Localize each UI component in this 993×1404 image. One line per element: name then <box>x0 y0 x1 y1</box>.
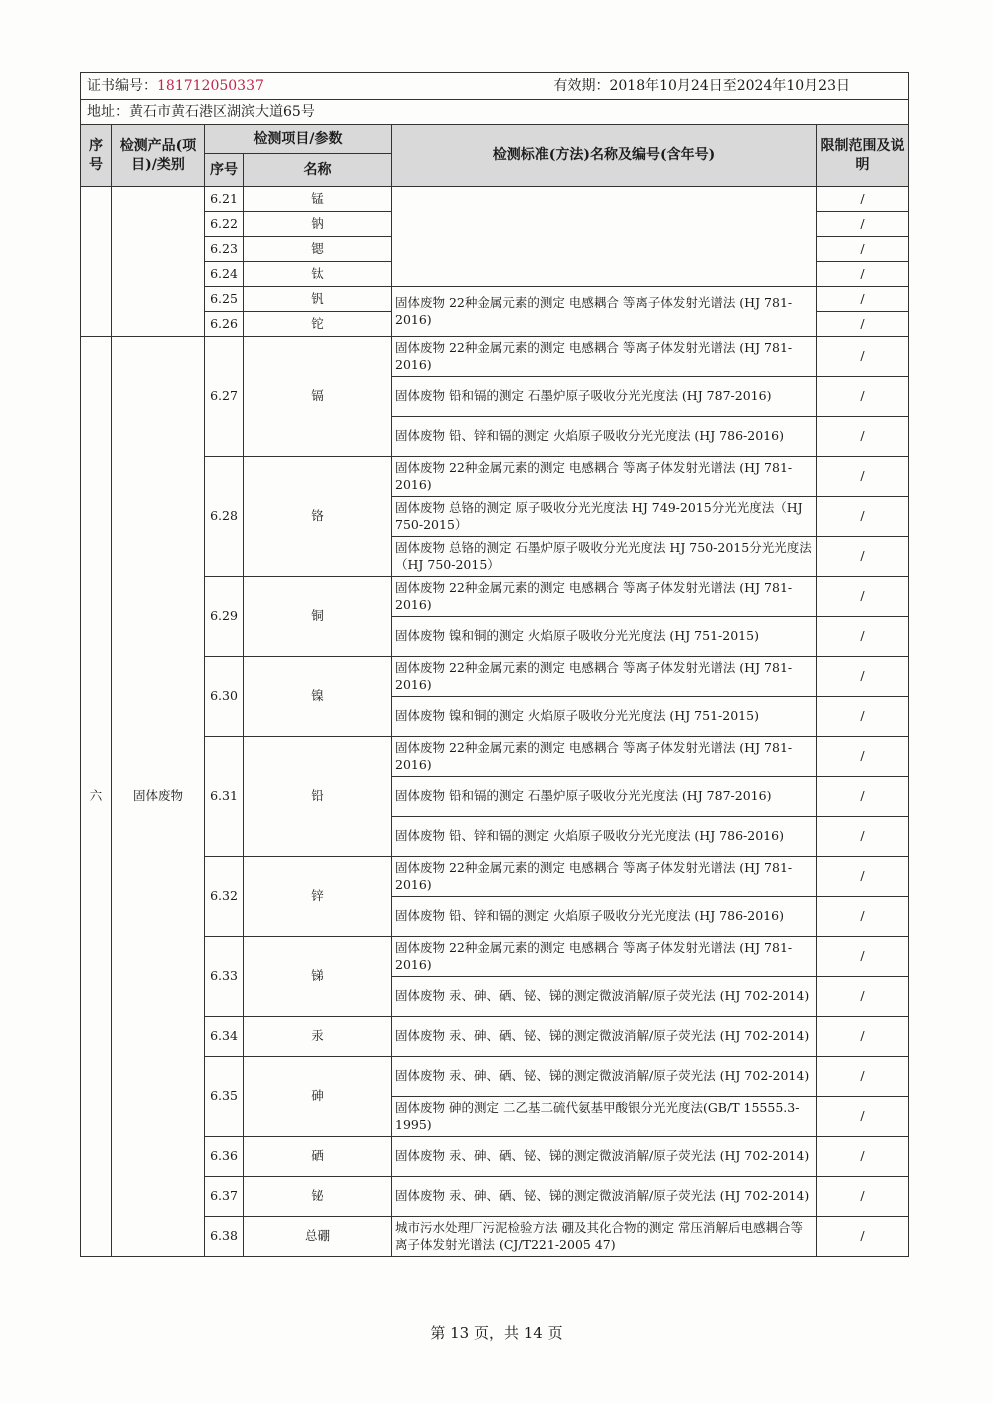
table-row <box>81 1017 909 1057</box>
item-name: 锌 <box>244 857 392 937</box>
item-name: 锰 <box>244 187 392 212</box>
item-number: 6.23 <box>205 237 244 262</box>
limit-value: / <box>817 857 909 897</box>
item-number: 6.21 <box>205 187 244 212</box>
standard-method: 固体废物 22种金属元素的测定 电感耦合 等离子体发射光谱法 (HJ 781-2016) <box>392 287 817 337</box>
category-name: 固体废物 <box>112 337 205 1257</box>
standard-method: 固体废物 汞、砷、硒、铋、锑的测定微波消解/原子荧光法 (HJ 702-2014) <box>392 1057 817 1097</box>
limit-value: / <box>817 1097 909 1137</box>
column-header-row <box>81 125 909 154</box>
item-number: 6.30 <box>205 657 244 737</box>
limit-value: / <box>817 497 909 537</box>
table-row <box>81 1137 909 1177</box>
table-row <box>81 1217 909 1257</box>
item-number: 6.32 <box>205 857 244 937</box>
certificate-table <box>80 72 909 1257</box>
standard-method: 固体废物 汞、砷、硒、铋、锑的测定微波消解/原子荧光法 (HJ 702-2014) <box>392 1017 817 1057</box>
table-row <box>81 737 909 777</box>
item-name: 钛 <box>244 262 392 287</box>
item-number: 6.36 <box>205 1137 244 1177</box>
table-row <box>81 937 909 977</box>
limit-value: / <box>817 817 909 857</box>
standard-method: 固体废物 汞、砷、硒、铋、锑的测定微波消解/原子荧光法 (HJ 702-2014) <box>392 977 817 1017</box>
table-row <box>81 1177 909 1217</box>
standard-method: 固体废物 22种金属元素的测定 电感耦合 等离子体发射光谱法 (HJ 781-2016) <box>392 857 817 897</box>
item-number: 6.31 <box>205 737 244 857</box>
limit-value: / <box>817 1057 909 1097</box>
item-name: 钠 <box>244 212 392 237</box>
item-name: 铋 <box>244 1177 392 1217</box>
standard-method: 固体废物 铅、锌和镉的测定 火焰原子吸收分光光度法 (HJ 786-2016) <box>392 897 817 937</box>
limit-value: / <box>817 777 909 817</box>
table-row <box>81 337 909 377</box>
item-name: 铅 <box>244 737 392 857</box>
table-row <box>81 1057 909 1097</box>
limit-value: / <box>817 417 909 457</box>
limit-value: / <box>817 212 909 237</box>
limit-value: / <box>817 377 909 417</box>
item-name: 锶 <box>244 237 392 262</box>
item-name: 砷 <box>244 1057 392 1137</box>
page-number: 第 13 页，共 14 页 <box>430 1324 563 1342</box>
standard-method: 固体废物 22种金属元素的测定 电感耦合 等离子体发射光谱法 (HJ 781-2016) <box>392 457 817 497</box>
item-number: 6.35 <box>205 1057 244 1137</box>
limit-value: / <box>817 737 909 777</box>
product-cell-blank <box>112 187 205 337</box>
item-number: 6.28 <box>205 457 244 577</box>
item-name: 总硼 <box>244 1217 392 1257</box>
item-name: 铊 <box>244 312 392 337</box>
standard-method: 固体废物 铅和镉的测定 石墨炉原子吸收分光光度法 (HJ 787-2016) <box>392 777 817 817</box>
col-item-seq: 序号 <box>205 154 244 187</box>
limit-value: / <box>817 187 909 212</box>
item-number: 6.26 <box>205 312 244 337</box>
limit-value: / <box>817 1017 909 1057</box>
limit-value: / <box>817 577 909 617</box>
standard-method: 固体废物 砷的测定 二乙基二硫代氨基甲酸银分光光度法(GB/T 15555.3-1995) <box>392 1097 817 1137</box>
header-row <box>81 73 909 100</box>
limit-value: / <box>817 287 909 312</box>
item-name: 硒 <box>244 1137 392 1177</box>
address-row <box>81 100 909 125</box>
limit-value: / <box>817 1217 909 1257</box>
standard-method: 固体废物 22种金属元素的测定 电感耦合 等离子体发射光谱法 (HJ 781-2016) <box>392 577 817 617</box>
cert-number: 181712050337 <box>157 77 264 94</box>
address: 地址：黄石市黄石港区湖滨大道65号 <box>81 100 909 125</box>
limit-value: / <box>817 262 909 287</box>
standard-method: 固体废物 总铬的测定 石墨炉原子吸收分光光度法 HJ 750-2015分光光度法（HJ 750-2015） <box>392 537 817 577</box>
table-row <box>81 187 909 212</box>
limit-value: / <box>817 617 909 657</box>
standard-method: 固体废物 22种金属元素的测定 电感耦合 等离子体发射光谱法 (HJ 781-2016) <box>392 737 817 777</box>
item-name: 铬 <box>244 457 392 577</box>
cert-label: 证书编号： <box>87 77 157 94</box>
col-product: 检测产品(项目)/类别 <box>112 125 205 187</box>
limit-value: / <box>817 977 909 1017</box>
limit-value: / <box>817 537 909 577</box>
item-number: 6.33 <box>205 937 244 1017</box>
limit-value: / <box>817 697 909 737</box>
category-seq: 六 <box>81 337 112 1257</box>
table-row <box>81 457 909 497</box>
seq-cell-blank <box>81 187 112 337</box>
col-item-param: 检测项目/参数 <box>205 125 392 154</box>
validity-period: 有效期：2018年10月24日至2024年10月23日 <box>553 77 850 94</box>
standard-method: 固体废物 汞、砷、硒、铋、锑的测定微波消解/原子荧光法 (HJ 702-2014) <box>392 1177 817 1217</box>
table-row <box>81 657 909 697</box>
item-name: 锑 <box>244 937 392 1017</box>
standard-method: 固体废物 镍和铜的测定 火焰原子吸收分光光度法 (HJ 751-2015) <box>392 617 817 657</box>
item-name: 汞 <box>244 1017 392 1057</box>
item-number: 6.29 <box>205 577 244 657</box>
item-number: 6.37 <box>205 1177 244 1217</box>
limit-value: / <box>817 1177 909 1217</box>
item-number: 6.27 <box>205 337 244 457</box>
item-number: 6.24 <box>205 262 244 287</box>
limit-value: / <box>817 1137 909 1177</box>
standard-method: 固体废物 总铬的测定 原子吸收分光光度法 HJ 749-2015分光光度法（HJ 750-2015） <box>392 497 817 537</box>
table-row <box>81 287 909 312</box>
col-limits: 限制范围及说明 <box>817 125 909 187</box>
item-name: 钒 <box>244 287 392 312</box>
item-name: 镍 <box>244 657 392 737</box>
limit-value: / <box>817 937 909 977</box>
standard-method: 固体废物 镍和铜的测定 火焰原子吸收分光光度法 (HJ 751-2015) <box>392 697 817 737</box>
standard-method: 固体废物 22种金属元素的测定 电感耦合 等离子体发射光谱法 (HJ 781-2016) <box>392 337 817 377</box>
item-number: 6.34 <box>205 1017 244 1057</box>
standard-method: 固体废物 铅、锌和镉的测定 火焰原子吸收分光光度法 (HJ 786-2016) <box>392 817 817 857</box>
standard-method: 固体废物 22种金属元素的测定 电感耦合 等离子体发射光谱法 (HJ 781-2016) <box>392 657 817 697</box>
col-item-name: 名称 <box>244 154 392 187</box>
col-seq: 序号 <box>81 125 112 187</box>
item-number: 6.38 <box>205 1217 244 1257</box>
limit-value: / <box>817 457 909 497</box>
standard-method: 固体废物 22种金属元素的测定 电感耦合 等离子体发射光谱法 (HJ 781-2016) <box>392 937 817 977</box>
standard-method: 固体废物 铅和镉的测定 石墨炉原子吸收分光光度法 (HJ 787-2016) <box>392 377 817 417</box>
item-number: 6.25 <box>205 287 244 312</box>
standard-method: 固体废物 铅、锌和镉的测定 火焰原子吸收分光光度法 (HJ 786-2016) <box>392 417 817 457</box>
standard-cell-blank <box>392 187 817 287</box>
limit-value: / <box>817 312 909 337</box>
table-row <box>81 577 909 617</box>
col-standard: 检测标准(方法)名称及编号(含年号) <box>392 125 817 187</box>
item-name: 镉 <box>244 337 392 457</box>
table-row <box>81 857 909 897</box>
item-number: 6.22 <box>205 212 244 237</box>
limit-value: / <box>817 337 909 377</box>
item-name: 铜 <box>244 577 392 657</box>
standard-method: 城市污水处理厂污泥检验方法 硼及其化合物的测定 常压消解后电感耦合等离子体发射光谱法 (CJ/T221-2005 47) <box>392 1217 817 1257</box>
limit-value: / <box>817 237 909 262</box>
standard-method: 固体废物 汞、砷、硒、铋、锑的测定微波消解/原子荧光法 (HJ 702-2014) <box>392 1137 817 1177</box>
limit-value: / <box>817 897 909 937</box>
limit-value: / <box>817 657 909 697</box>
